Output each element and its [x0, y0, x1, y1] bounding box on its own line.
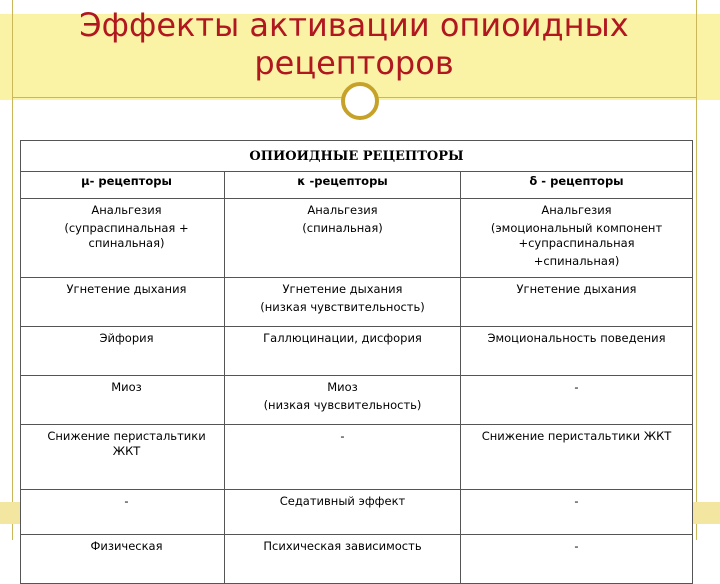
column-header-delta: δ - рецепторы: [461, 172, 693, 199]
cell-text: (спинальная): [302, 221, 383, 235]
cell-text: (низкая чувсвительность): [263, 398, 422, 412]
cell-delta: [461, 199, 693, 278]
cell-text: (эмоциональный компонент +супраспинальная: [490, 221, 663, 250]
cell-text: Снижение перистальтики ЖКТ: [47, 429, 206, 458]
frame-line-left: [12, 0, 13, 540]
cell-mu: [21, 376, 225, 425]
cell-mu: [21, 199, 225, 278]
cell-delta: [461, 425, 693, 490]
receptors-table: [20, 140, 693, 584]
cell-text: Угнетение дыхания: [282, 282, 403, 296]
table-row: [21, 327, 693, 376]
table-main-header: ОПИОИДНЫЕ РЕЦЕПТОРЫ: [21, 141, 693, 172]
cell-text: Галлюцинации, дисфория: [263, 331, 422, 345]
cell-text: Физическая: [90, 539, 163, 553]
column-header-mu: μ- рецепторы: [21, 172, 225, 199]
cell-text: Анальгезия: [91, 203, 162, 217]
frame-line-right: [696, 0, 697, 540]
cell-mu: [21, 278, 225, 327]
cell-delta: [461, 535, 693, 584]
table-row: [21, 425, 693, 490]
cell-text: Психическая зависимость: [263, 539, 422, 553]
cell-text: Угнетение дыхания: [516, 282, 637, 296]
table-row: [21, 199, 693, 278]
cell-text: -: [340, 429, 345, 443]
cell-text: -: [124, 494, 129, 508]
cell-text: Эмоциональность поведения: [487, 331, 666, 345]
cell-text: -: [574, 539, 579, 553]
cell-delta: [461, 278, 693, 327]
cell-text: Миоз: [111, 380, 142, 394]
table-row: [21, 376, 693, 425]
cell-text: -: [574, 380, 579, 394]
cell-text: Анальгезия: [541, 203, 612, 217]
slide-title: Эффекты активации опиоидных рецепторов: [79, 6, 629, 82]
table-row: [21, 535, 693, 584]
cell-kappa: [225, 425, 461, 490]
cell-text: Анальгезия: [307, 203, 378, 217]
cell-kappa: [225, 490, 461, 535]
cell-kappa: [225, 327, 461, 376]
cell-text: (низкая чувствительность): [260, 300, 425, 314]
cell-kappa: [225, 199, 461, 278]
cell-mu: [21, 327, 225, 376]
cell-text: -: [574, 494, 579, 508]
ornament-circle-icon: [341, 82, 379, 120]
cell-text: Миоз: [327, 380, 358, 394]
cell-mu: [21, 535, 225, 584]
cell-kappa: [225, 535, 461, 584]
cell-text: (супраспинальная + спинальная): [64, 221, 189, 250]
cell-mu: [21, 425, 225, 490]
cell-kappa: [225, 278, 461, 327]
column-header-kappa: κ -рецепторы: [225, 172, 461, 199]
cell-text: +спинальная): [533, 254, 620, 268]
cell-delta: [461, 490, 693, 535]
cell-text: Седативный эффект: [279, 494, 406, 508]
cell-text: Эйфория: [99, 331, 154, 345]
cell-delta: [461, 327, 693, 376]
cell-kappa: [225, 376, 461, 425]
table-row: [21, 278, 693, 327]
cell-text: Снижение перистальтики ЖКТ: [481, 429, 672, 443]
cell-delta: [461, 376, 693, 425]
cell-mu: [21, 490, 225, 535]
table-row: [21, 490, 693, 535]
cell-text: Угнетение дыхания: [66, 282, 187, 296]
